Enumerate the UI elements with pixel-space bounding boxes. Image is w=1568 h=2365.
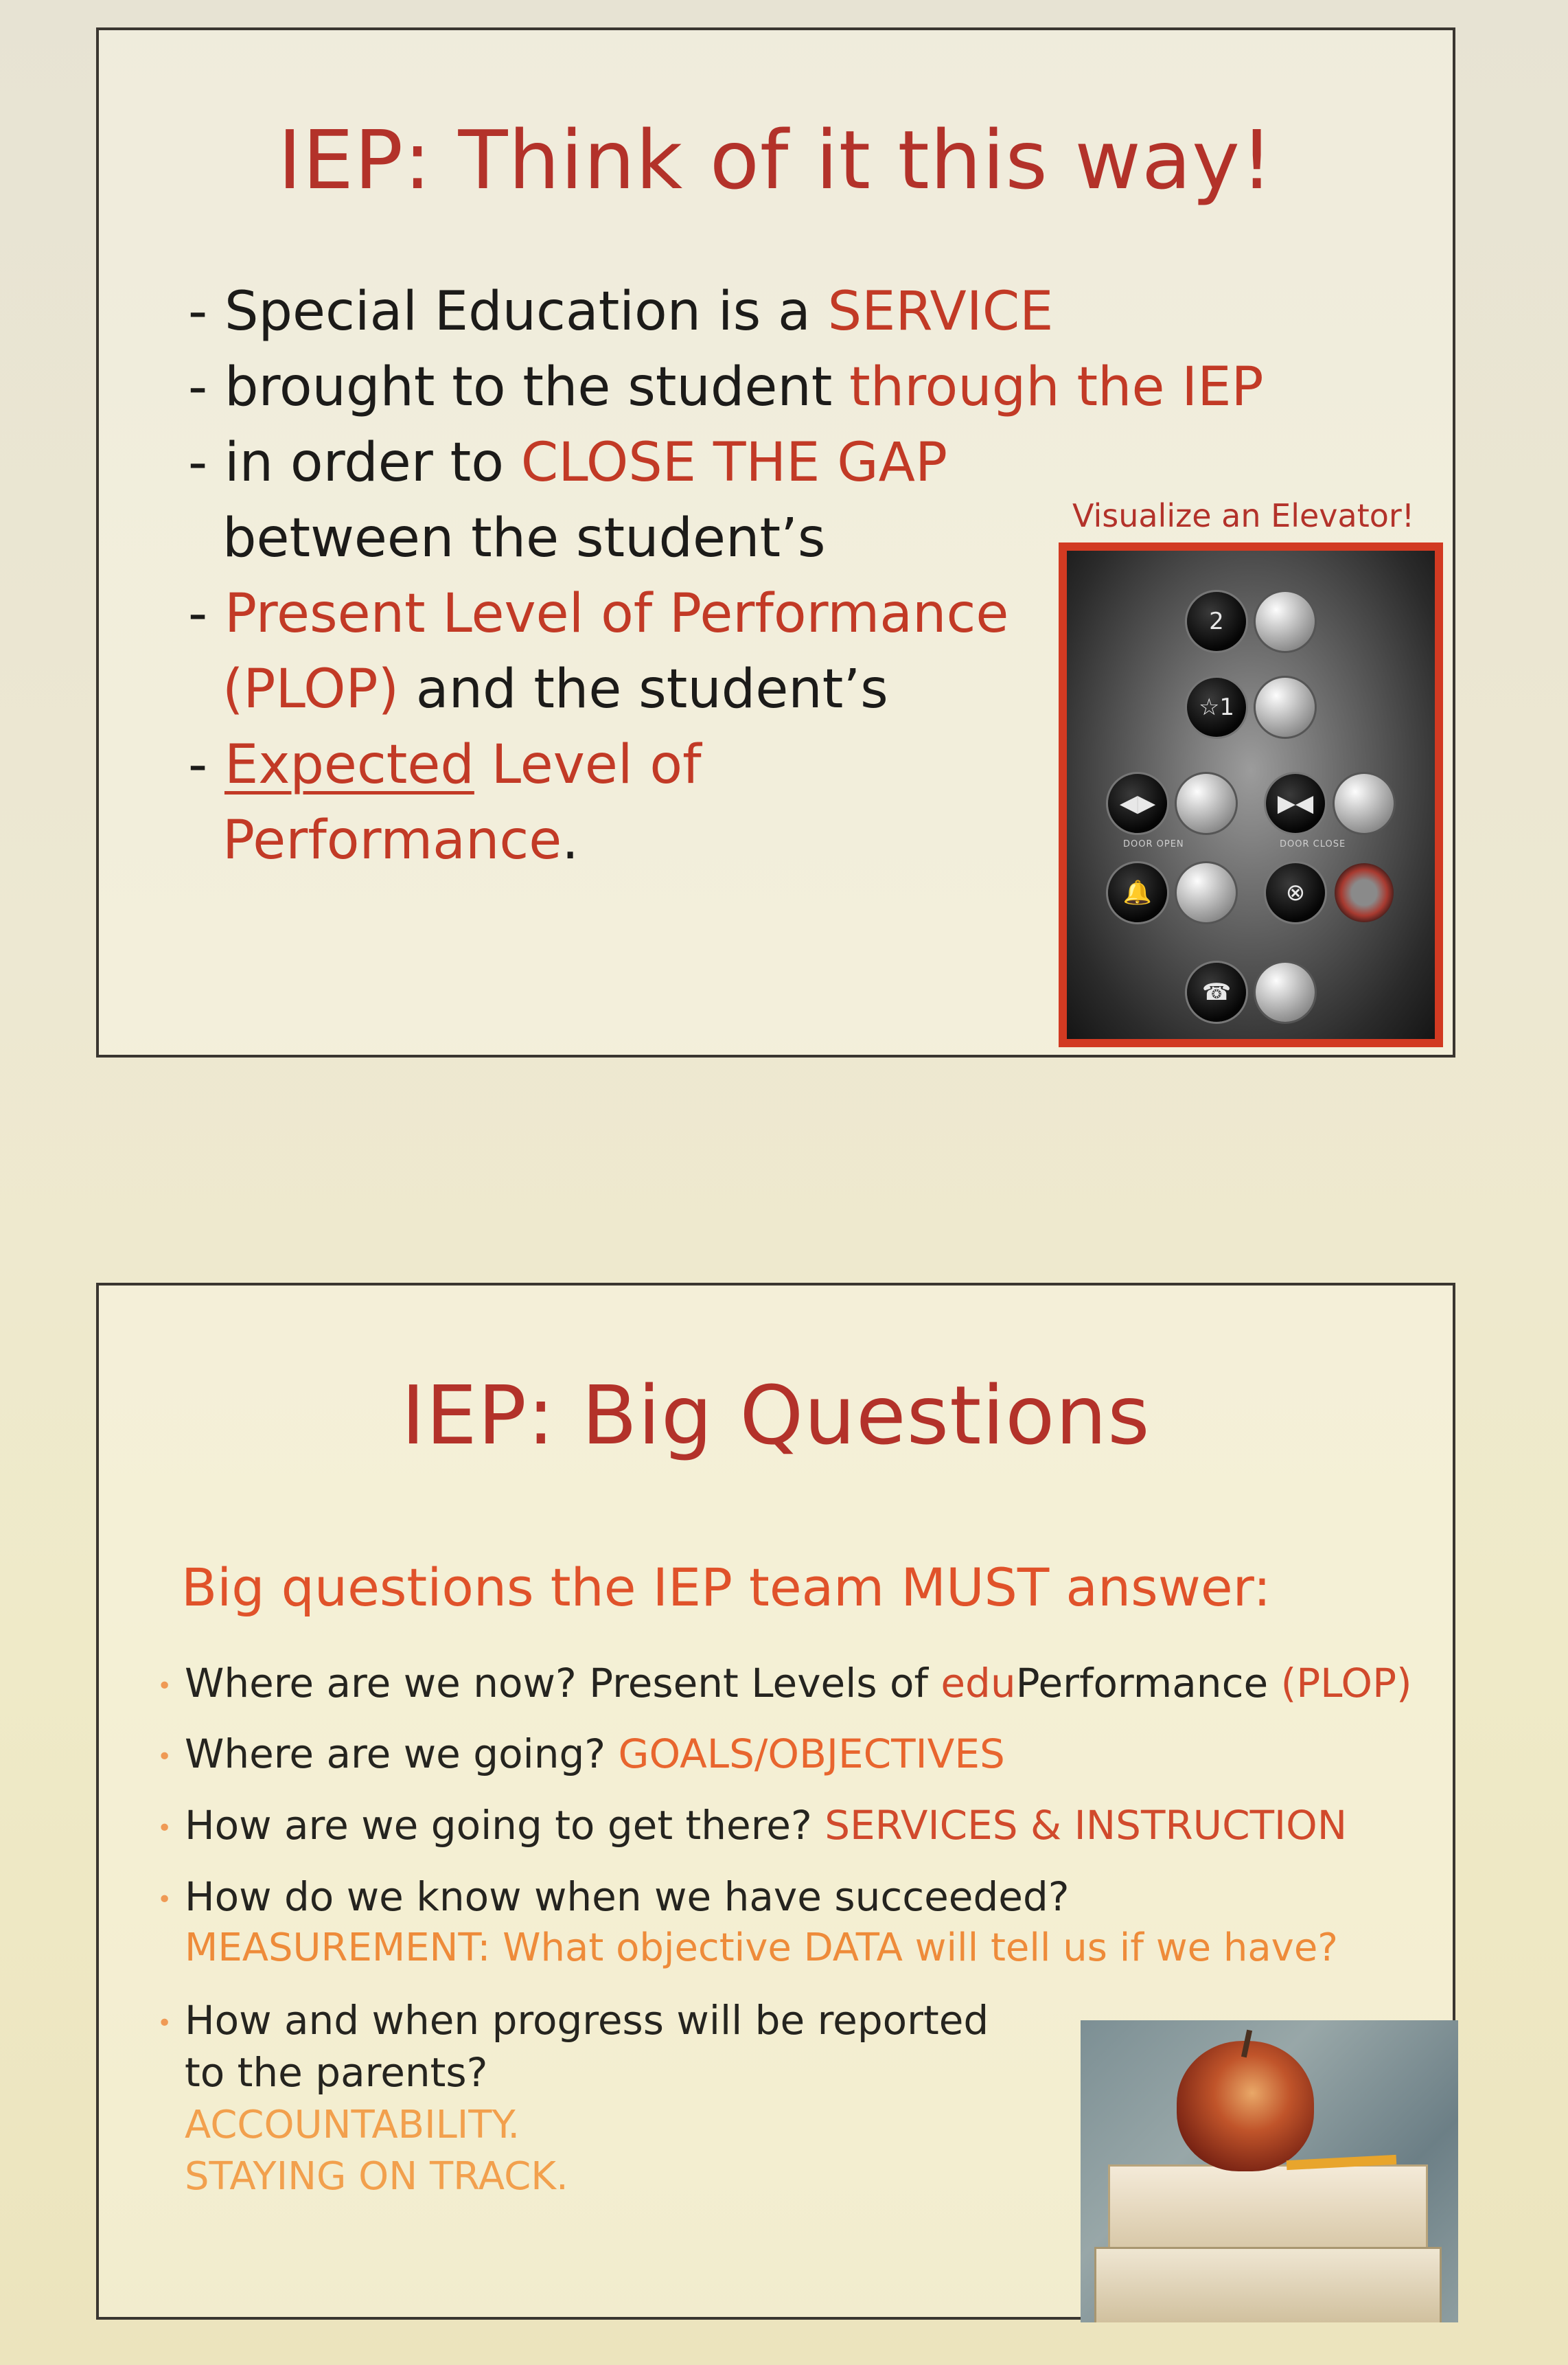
floor-1-button: ☆1 xyxy=(1187,678,1246,737)
apple-on-books-photo xyxy=(1081,2020,1458,2322)
slide1-line-6: (PLOP) and the student’s xyxy=(222,659,888,720)
elevator-panel-photo xyxy=(1059,542,1443,1047)
floor-2-light-icon xyxy=(1256,592,1315,651)
phone-light-icon xyxy=(1256,963,1315,1022)
stop-light-icon xyxy=(1335,863,1394,922)
slide1-line-3: - in order to CLOSE THE GAP xyxy=(188,432,948,494)
door-open-label: DOOR OPEN xyxy=(1123,839,1184,849)
bullet-icon: • xyxy=(157,1743,172,1771)
door-close-light-icon xyxy=(1335,774,1394,833)
slide1-line-7: - Expected Level of xyxy=(188,734,702,796)
question-4: • How do we know when we have succeeded? xyxy=(157,1873,1070,1920)
question-5-answer-2: STAYING ON TRACK. xyxy=(185,2154,568,2199)
slide1-line-8: Performance. xyxy=(222,810,579,871)
book-top xyxy=(1108,2164,1428,2251)
bullet-icon: • xyxy=(157,2009,172,2037)
slide2-subhead: Big questions the IEP team MUST answer: xyxy=(181,1557,1271,1618)
slide1-title: IEP: Think of it this way! xyxy=(277,113,1274,207)
question-5-line-2: to the parents? xyxy=(185,2049,488,2096)
door-close-icon: ▶◀ xyxy=(1266,774,1325,833)
stop-icon: ⊗ xyxy=(1266,863,1325,922)
apple-icon xyxy=(1177,2041,1314,2171)
phone-icon: ☎ xyxy=(1187,963,1246,1022)
door-open-icon: ◀▶ xyxy=(1108,774,1167,833)
alarm-light-icon xyxy=(1177,863,1236,922)
alarm-bell-icon: 🔔 xyxy=(1108,863,1167,922)
question-1: • Where are we now? Present Levels of eduPerformance (PLOP) xyxy=(157,1660,1412,1706)
question-4-answer: MEASUREMENT: What objective DATA will tell us if we have? xyxy=(185,1926,1338,1970)
bullet-icon: • xyxy=(157,1814,172,1842)
book-bottom xyxy=(1094,2247,1442,2322)
question-5: • How and when progress will be reported xyxy=(157,1997,989,2044)
door-close-label: DOOR CLOSE xyxy=(1280,839,1346,849)
door-open-light-icon xyxy=(1177,774,1236,833)
slide1-line-4: between the student’s xyxy=(222,507,826,569)
elevator-caption: Visualize an Elevator! xyxy=(1072,497,1415,534)
bullet-icon: • xyxy=(157,1886,172,1914)
slide2-title: IEP: Big Questions xyxy=(401,1368,1151,1463)
slide1-line-2: - brought to the student through the IEP xyxy=(188,356,1264,418)
question-2: • Where are we going? GOALS/OBJECTIVES xyxy=(157,1730,1005,1777)
bullet-icon: • xyxy=(157,1672,172,1700)
slide1-line-1: - Special Education is a SERVICE xyxy=(188,281,1054,343)
slide1-line-5: - Present Level of Performance xyxy=(188,583,1009,645)
slide-big-questions xyxy=(96,1283,1455,2320)
floor-1-light-icon xyxy=(1256,678,1315,737)
floor-2-button: 2 xyxy=(1187,592,1246,651)
question-3: • How are we going to get there? SERVICES & INSTRUCTION xyxy=(157,1802,1348,1849)
slide-think-of-it-this-way xyxy=(96,27,1455,1058)
question-5-answer-1: ACCOUNTABILITY. xyxy=(185,2103,520,2147)
